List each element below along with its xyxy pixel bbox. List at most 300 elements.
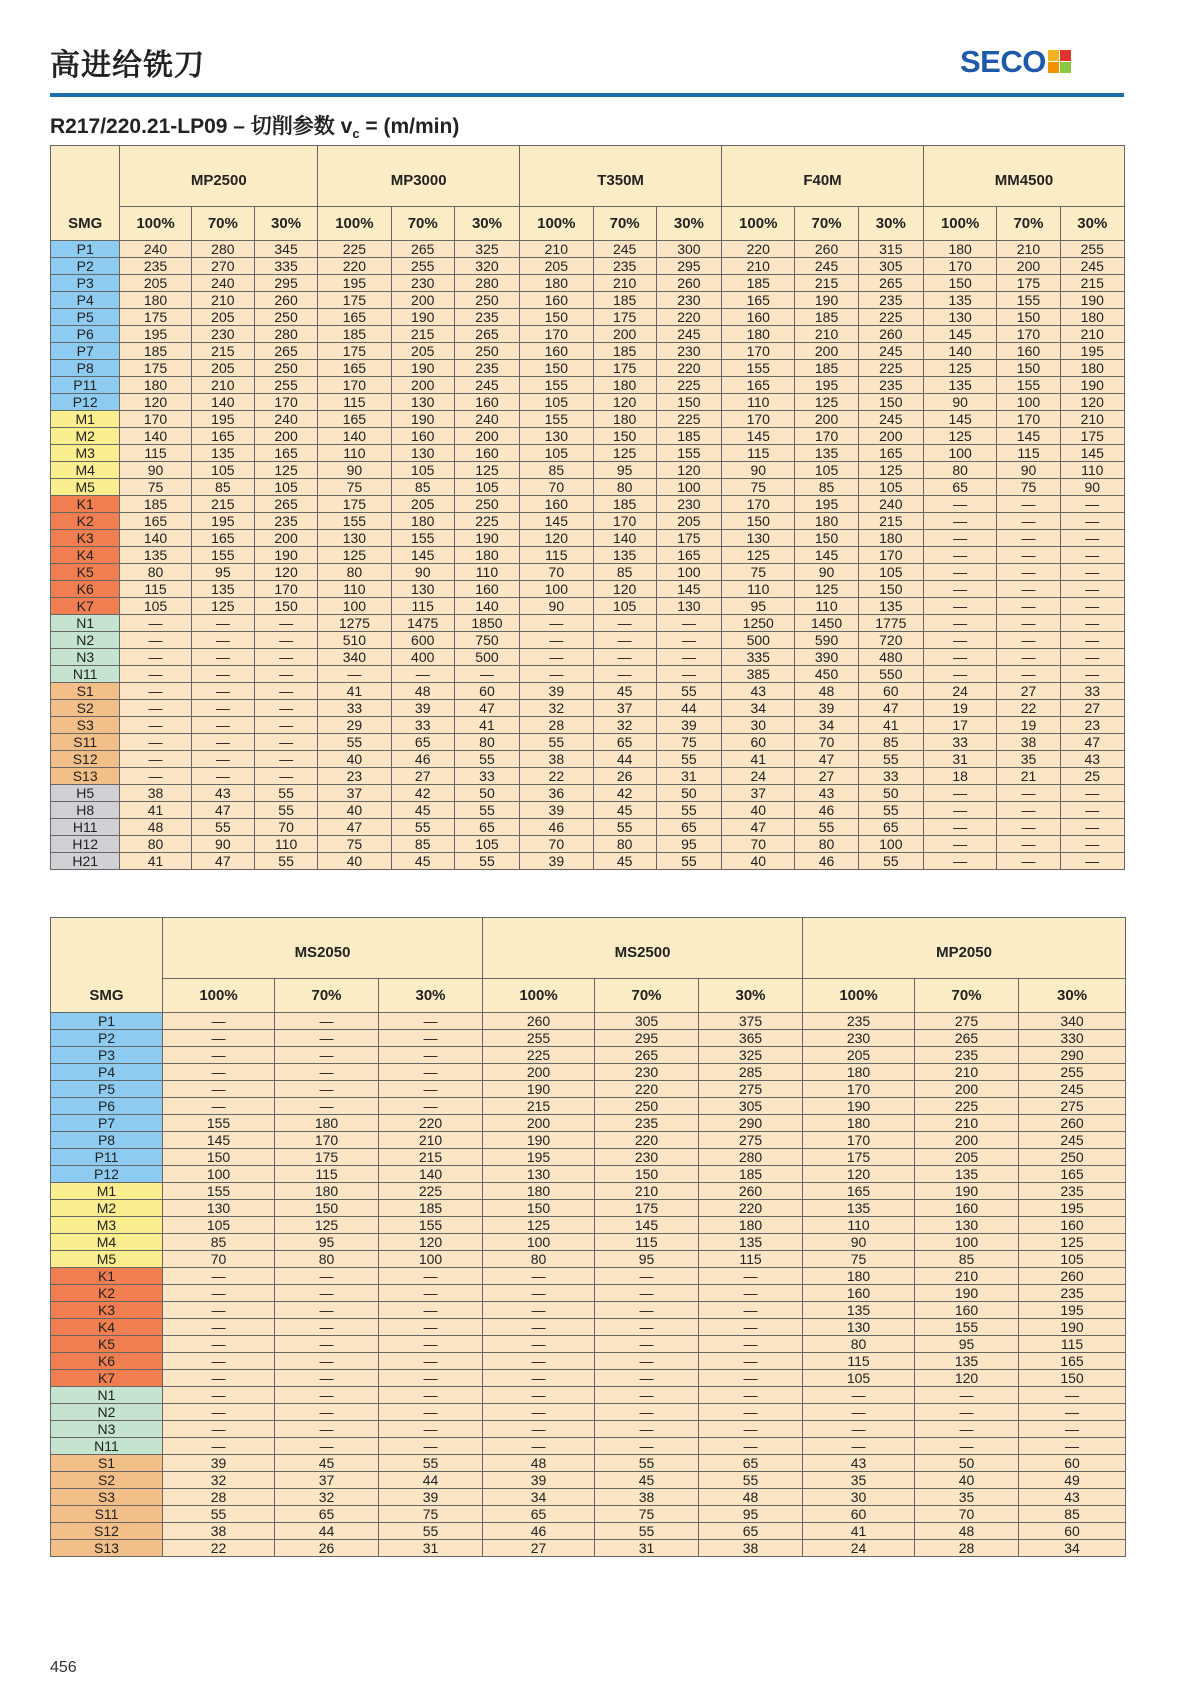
smg-cell: H21 <box>51 853 120 870</box>
value-cell: 265 <box>254 496 317 513</box>
value-cell: 33 <box>391 717 454 734</box>
value-cell: 210 <box>915 1064 1019 1081</box>
table-row <box>51 1234 1126 1251</box>
smg-cell: S11 <box>51 1506 163 1523</box>
value-cell: 155 <box>391 530 454 547</box>
value-cell: 190 <box>795 292 858 309</box>
table-row <box>51 309 1125 326</box>
value-cell: 240 <box>254 411 317 428</box>
value-cell: — <box>699 1336 803 1353</box>
smg-cell: S3 <box>51 717 120 734</box>
value-cell: 175 <box>656 530 721 547</box>
value-cell: 235 <box>858 377 923 394</box>
value-cell: 55 <box>656 853 721 870</box>
value-cell: 205 <box>191 309 254 326</box>
value-cell: 55 <box>254 853 317 870</box>
value-cell: 75 <box>997 479 1060 496</box>
value-cell: 105 <box>858 479 923 496</box>
value-cell: 125 <box>454 462 519 479</box>
smg-cell: K6 <box>51 581 120 598</box>
value-cell: 255 <box>1019 1064 1126 1081</box>
value-cell: — <box>483 1336 595 1353</box>
smg-cell: S13 <box>51 1540 163 1557</box>
value-cell: — <box>191 700 254 717</box>
value-cell: 220 <box>722 241 795 258</box>
value-cell: 125 <box>858 462 923 479</box>
value-cell: 275 <box>699 1081 803 1098</box>
value-cell: 35 <box>915 1489 1019 1506</box>
value-cell: 215 <box>795 275 858 292</box>
value-cell: 85 <box>391 836 454 853</box>
value-cell: 125 <box>318 547 391 564</box>
value-cell: 150 <box>483 1200 595 1217</box>
value-cell: 39 <box>795 700 858 717</box>
value-cell: 160 <box>915 1200 1019 1217</box>
value-cell: — <box>595 1438 699 1455</box>
value-cell: 135 <box>795 445 858 462</box>
value-cell: 150 <box>254 598 317 615</box>
value-cell: — <box>923 649 996 666</box>
value-cell: 19 <box>997 717 1060 734</box>
value-cell: — <box>593 649 656 666</box>
percent-header: 70% <box>191 207 254 241</box>
value-cell: 39 <box>379 1489 483 1506</box>
table-row <box>51 632 1125 649</box>
table-row <box>51 717 1125 734</box>
value-cell: 150 <box>858 394 923 411</box>
value-cell: — <box>593 666 656 683</box>
value-cell: 70 <box>520 836 593 853</box>
value-cell: 150 <box>997 309 1060 326</box>
value-cell: 240 <box>454 411 519 428</box>
value-cell: 170 <box>254 581 317 598</box>
value-cell: 235 <box>803 1013 915 1030</box>
value-cell: 55 <box>593 819 656 836</box>
value-cell: 195 <box>120 326 191 343</box>
value-cell: — <box>120 751 191 768</box>
value-cell: 40 <box>318 802 391 819</box>
smg-cell: S1 <box>51 1455 163 1472</box>
value-cell: — <box>923 785 996 802</box>
value-cell: 120 <box>656 462 721 479</box>
value-cell: 230 <box>656 292 721 309</box>
value-cell: 600 <box>391 632 454 649</box>
table-row <box>51 428 1125 445</box>
smg-cell: P3 <box>51 275 120 292</box>
value-cell: — <box>997 819 1060 836</box>
value-cell: — <box>483 1438 595 1455</box>
value-cell: — <box>120 717 191 734</box>
value-cell: 90 <box>191 836 254 853</box>
value-cell: — <box>1060 513 1124 530</box>
value-cell: 260 <box>1019 1115 1126 1132</box>
value-cell: 65 <box>656 819 721 836</box>
value-cell: 43 <box>1060 751 1124 768</box>
value-cell: — <box>997 564 1060 581</box>
value-cell: 105 <box>454 479 519 496</box>
value-cell: 155 <box>520 377 593 394</box>
value-cell: 70 <box>915 1506 1019 1523</box>
value-cell: 115 <box>1019 1336 1126 1353</box>
value-cell: 115 <box>803 1353 915 1370</box>
grade-header: T350M <box>520 146 722 207</box>
smg-cell: P2 <box>51 1030 163 1047</box>
value-cell: 260 <box>483 1013 595 1030</box>
value-cell: 55 <box>595 1455 699 1472</box>
value-cell: — <box>163 1064 275 1081</box>
value-cell: 185 <box>120 343 191 360</box>
value-cell: — <box>379 1404 483 1421</box>
value-cell: 190 <box>483 1081 595 1098</box>
value-cell: 155 <box>379 1217 483 1234</box>
value-cell: 180 <box>275 1183 379 1200</box>
table-row <box>51 1336 1126 1353</box>
table-row <box>51 598 1125 615</box>
value-cell: 205 <box>120 275 191 292</box>
table-row <box>51 785 1125 802</box>
value-cell: 250 <box>254 309 317 326</box>
value-cell: — <box>275 1319 379 1336</box>
value-cell: — <box>1060 615 1124 632</box>
value-cell: 145 <box>656 581 721 598</box>
value-cell: 335 <box>254 258 317 275</box>
value-cell: 260 <box>858 326 923 343</box>
smg-cell: P6 <box>51 1098 163 1115</box>
value-cell: 130 <box>722 530 795 547</box>
value-cell: — <box>275 1421 379 1438</box>
value-cell: — <box>915 1404 1019 1421</box>
smg-cell: P4 <box>51 292 120 309</box>
value-cell: 260 <box>1019 1268 1126 1285</box>
value-cell: 105 <box>163 1217 275 1234</box>
value-cell: 195 <box>1060 343 1124 360</box>
value-cell: 230 <box>656 496 721 513</box>
percent-header: 30% <box>1019 979 1126 1013</box>
cutting-data-table-1 <box>50 145 1125 870</box>
value-cell: 275 <box>699 1132 803 1149</box>
value-cell: 47 <box>722 819 795 836</box>
value-cell: 190 <box>915 1285 1019 1302</box>
value-cell: 170 <box>254 394 317 411</box>
table-row <box>51 1506 1126 1523</box>
value-cell: 35 <box>803 1472 915 1489</box>
smg-cell: N1 <box>51 1387 163 1404</box>
value-cell: 255 <box>483 1030 595 1047</box>
value-cell: 37 <box>275 1472 379 1489</box>
value-cell: — <box>803 1421 915 1438</box>
value-cell: 43 <box>795 785 858 802</box>
value-cell: — <box>997 649 1060 666</box>
value-cell: 200 <box>254 428 317 445</box>
value-cell: — <box>915 1387 1019 1404</box>
value-cell: 34 <box>795 717 858 734</box>
percent-header: 70% <box>593 207 656 241</box>
smg-cell: N3 <box>51 649 120 666</box>
value-cell: 34 <box>722 700 795 717</box>
value-cell: — <box>923 581 996 598</box>
value-cell: 235 <box>915 1047 1019 1064</box>
value-cell: — <box>997 547 1060 564</box>
smg-cell: M1 <box>51 411 120 428</box>
table-row <box>51 1353 1126 1370</box>
smg-cell: N3 <box>51 1421 163 1438</box>
value-cell: 265 <box>595 1047 699 1064</box>
value-cell: — <box>699 1421 803 1438</box>
value-cell: 255 <box>254 377 317 394</box>
value-cell: 225 <box>656 411 721 428</box>
value-cell: 120 <box>1060 394 1124 411</box>
value-cell: 175 <box>997 275 1060 292</box>
value-cell: 165 <box>254 445 317 462</box>
percent-header: 100% <box>120 207 191 241</box>
value-cell: 215 <box>391 326 454 343</box>
value-cell: 375 <box>699 1013 803 1030</box>
value-cell: 60 <box>722 734 795 751</box>
value-cell: 205 <box>391 343 454 360</box>
value-cell: — <box>163 1081 275 1098</box>
value-cell: 125 <box>254 462 317 479</box>
value-cell: 160 <box>520 343 593 360</box>
value-cell: 115 <box>520 547 593 564</box>
value-cell: — <box>997 632 1060 649</box>
logo-text: SECO <box>960 44 1046 79</box>
value-cell: 55 <box>163 1506 275 1523</box>
value-cell: 265 <box>254 343 317 360</box>
value-cell: 120 <box>915 1370 1019 1387</box>
value-cell: 140 <box>191 394 254 411</box>
value-cell: 105 <box>520 445 593 462</box>
value-cell: 150 <box>593 428 656 445</box>
value-cell: 125 <box>923 428 996 445</box>
value-cell: 205 <box>803 1047 915 1064</box>
value-cell: 180 <box>275 1115 379 1132</box>
table-row <box>51 751 1125 768</box>
value-cell: 32 <box>593 717 656 734</box>
value-cell: 190 <box>1019 1319 1126 1336</box>
value-cell: 200 <box>858 428 923 445</box>
value-cell: 165 <box>803 1183 915 1200</box>
value-cell: — <box>656 632 721 649</box>
value-cell: 240 <box>858 496 923 513</box>
value-cell: 550 <box>858 666 923 683</box>
value-cell: 185 <box>379 1200 483 1217</box>
value-cell: 240 <box>191 275 254 292</box>
value-cell: 230 <box>191 326 254 343</box>
value-cell: 105 <box>391 462 454 479</box>
value-cell: — <box>1060 530 1124 547</box>
value-cell: — <box>1019 1438 1126 1455</box>
value-cell: 47 <box>795 751 858 768</box>
value-cell: 80 <box>120 836 191 853</box>
value-cell: 45 <box>595 1472 699 1489</box>
value-cell: 135 <box>191 581 254 598</box>
value-cell: — <box>120 683 191 700</box>
value-cell: — <box>803 1404 915 1421</box>
value-cell: 45 <box>593 683 656 700</box>
value-cell: 225 <box>915 1098 1019 1115</box>
value-cell: 325 <box>699 1047 803 1064</box>
value-cell: 31 <box>595 1540 699 1557</box>
table-row <box>51 1251 1126 1268</box>
value-cell: 100 <box>163 1166 275 1183</box>
value-cell: 85 <box>1019 1506 1126 1523</box>
value-cell: 195 <box>191 513 254 530</box>
value-cell: 200 <box>915 1081 1019 1098</box>
table-row <box>51 479 1125 496</box>
smg-cell: P11 <box>51 377 120 394</box>
value-cell: — <box>275 1302 379 1319</box>
table-row <box>51 377 1125 394</box>
value-cell: 110 <box>803 1217 915 1234</box>
value-cell: 55 <box>454 802 519 819</box>
smg-cell: P4 <box>51 1064 163 1081</box>
value-cell: 27 <box>795 768 858 785</box>
value-cell: — <box>163 1098 275 1115</box>
value-cell: 135 <box>699 1234 803 1251</box>
smg-cell: K2 <box>51 1285 163 1302</box>
table-row <box>51 615 1125 632</box>
seco-logo <box>960 46 1071 77</box>
value-cell: 190 <box>391 411 454 428</box>
value-cell: 45 <box>593 802 656 819</box>
value-cell: 260 <box>656 275 721 292</box>
value-cell: 305 <box>595 1013 699 1030</box>
value-cell: 130 <box>318 530 391 547</box>
value-cell: 130 <box>915 1217 1019 1234</box>
value-cell: 170 <box>722 343 795 360</box>
value-cell: 175 <box>593 309 656 326</box>
value-cell: 180 <box>593 411 656 428</box>
smg-cell: K7 <box>51 598 120 615</box>
value-cell: 100 <box>318 598 391 615</box>
percent-header: 100% <box>722 207 795 241</box>
value-cell: 110 <box>722 581 795 598</box>
value-cell: 210 <box>795 326 858 343</box>
table-row <box>51 1030 1126 1047</box>
value-cell: 185 <box>795 360 858 377</box>
value-cell: 65 <box>391 734 454 751</box>
grade-header: MP2500 <box>120 146 318 207</box>
value-cell: 160 <box>722 309 795 326</box>
value-cell: 330 <box>1019 1030 1126 1047</box>
value-cell: 105 <box>120 598 191 615</box>
percent-header: 30% <box>858 207 923 241</box>
value-cell: 50 <box>656 785 721 802</box>
value-cell: 195 <box>483 1149 595 1166</box>
value-cell: — <box>483 1302 595 1319</box>
table-row <box>51 411 1125 428</box>
value-cell: — <box>191 717 254 734</box>
value-cell: 85 <box>163 1234 275 1251</box>
page-title: 高进给铣刀 <box>50 48 205 83</box>
value-cell: 180 <box>803 1064 915 1081</box>
value-cell: 39 <box>520 802 593 819</box>
value-cell: — <box>595 1319 699 1336</box>
value-cell: 220 <box>656 360 721 377</box>
value-cell: 90 <box>803 1234 915 1251</box>
value-cell: 215 <box>191 496 254 513</box>
value-cell: 34 <box>483 1489 595 1506</box>
value-cell: — <box>275 1370 379 1387</box>
value-cell: 125 <box>722 547 795 564</box>
value-cell: — <box>595 1421 699 1438</box>
value-cell: 23 <box>318 768 391 785</box>
value-cell: 90 <box>795 564 858 581</box>
value-cell: 75 <box>656 734 721 751</box>
value-cell: — <box>595 1404 699 1421</box>
value-cell: — <box>923 836 996 853</box>
value-cell: 150 <box>656 394 721 411</box>
value-cell: 180 <box>593 377 656 394</box>
percent-header: 30% <box>254 207 317 241</box>
value-cell: — <box>520 632 593 649</box>
smg-cell: S2 <box>51 1472 163 1489</box>
table-row <box>51 1200 1126 1217</box>
smg-cell: P5 <box>51 1081 163 1098</box>
value-cell: 110 <box>1060 462 1124 479</box>
value-cell: 130 <box>391 394 454 411</box>
value-cell: 41 <box>454 717 519 734</box>
value-cell: — <box>1060 547 1124 564</box>
value-cell: 25 <box>1060 768 1124 785</box>
value-cell: 80 <box>120 564 191 581</box>
value-cell: 145 <box>595 1217 699 1234</box>
value-cell: 185 <box>699 1166 803 1183</box>
value-cell: 90 <box>520 598 593 615</box>
value-cell: — <box>1060 819 1124 836</box>
value-cell: 270 <box>191 258 254 275</box>
value-cell: 215 <box>858 513 923 530</box>
value-cell: 150 <box>520 360 593 377</box>
smg-cell: N2 <box>51 632 120 649</box>
value-cell: 65 <box>858 819 923 836</box>
value-cell: 155 <box>520 411 593 428</box>
value-cell: — <box>254 615 317 632</box>
table-row <box>51 700 1125 717</box>
percent-header: 30% <box>699 979 803 1013</box>
value-cell: 210 <box>595 1183 699 1200</box>
value-cell: 200 <box>593 326 656 343</box>
value-cell: 180 <box>1060 309 1124 326</box>
value-cell: 65 <box>699 1455 803 1472</box>
value-cell: — <box>997 836 1060 853</box>
value-cell: 100 <box>923 445 996 462</box>
value-cell: — <box>699 1438 803 1455</box>
value-cell: 46 <box>483 1523 595 1540</box>
value-cell: 185 <box>593 496 656 513</box>
smg-cell: S1 <box>51 683 120 700</box>
value-cell: 1450 <box>795 615 858 632</box>
table-row <box>51 343 1125 360</box>
value-cell: 220 <box>595 1081 699 1098</box>
table-row <box>51 1370 1126 1387</box>
value-cell: 115 <box>997 445 1060 462</box>
value-cell: 365 <box>699 1030 803 1047</box>
value-cell: — <box>483 1370 595 1387</box>
value-cell: 155 <box>997 292 1060 309</box>
value-cell: 48 <box>120 819 191 836</box>
value-cell: 280 <box>191 241 254 258</box>
value-cell: 170 <box>722 496 795 513</box>
value-cell: — <box>379 1319 483 1336</box>
value-cell: 55 <box>379 1523 483 1540</box>
value-cell: 24 <box>722 768 795 785</box>
value-cell: — <box>997 666 1060 683</box>
table-row <box>51 513 1125 530</box>
value-cell: 55 <box>656 683 721 700</box>
value-cell: 33 <box>454 768 519 785</box>
value-cell: 265 <box>858 275 923 292</box>
